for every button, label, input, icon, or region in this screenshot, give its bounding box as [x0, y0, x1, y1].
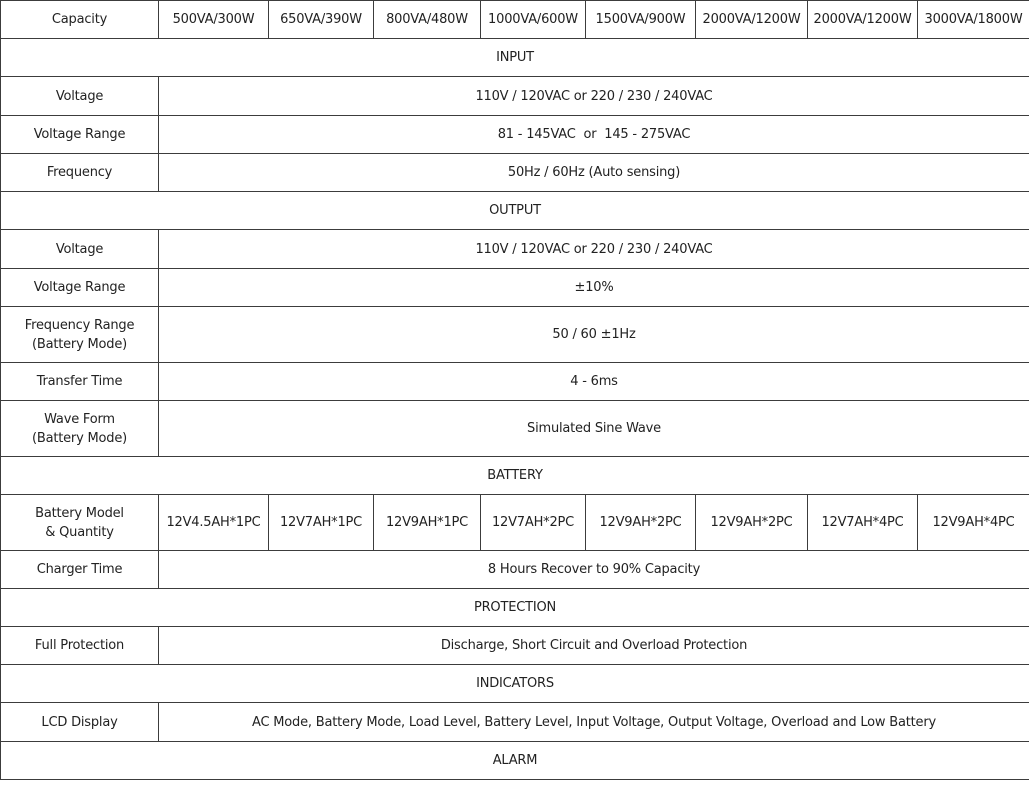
output-wave-form-row	[1, 401, 1029, 457]
input-frequency-label: Frequency	[1, 154, 159, 192]
alarm-section-header: ALARM	[1, 742, 1029, 780]
output-voltage-range-label: Voltage Range	[1, 269, 159, 307]
output-transfer-time-label: Transfer Time	[1, 363, 159, 401]
output-voltage-range-value: ±10%	[159, 269, 1029, 307]
lcd-display-value: AC Mode, Battery Mode, Load Level, Battery Level, Input Voltage, Output Voltage, Overload and Low Battery	[159, 703, 1029, 742]
label-line: (Battery Mode)	[31, 430, 127, 446]
capacity-value: 650VA/390W	[269, 1, 374, 39]
charger-time-value: 8 Hours Recover to 90% Capacity	[159, 551, 1029, 589]
lcd-display-row	[1, 703, 1029, 742]
indicators-section-header: INDICATORS	[1, 665, 1029, 703]
battery-model-label	[1, 495, 159, 551]
label-line: Battery Model	[35, 505, 124, 521]
battery-model-value: 12V9AH*1PC	[374, 495, 481, 551]
input-voltage-range-text: 81 - 145VAC or 145 - 275VAC	[497, 127, 691, 142]
capacity-row	[1, 1, 1029, 39]
output-frequency-range-label	[1, 307, 159, 363]
input-section-header: INPUT	[1, 39, 1029, 77]
input-frequency-row	[1, 154, 1029, 192]
label-line: Frequency Range	[24, 317, 135, 333]
output-voltage-value: 110V / 120VAC or 220 / 230 / 240VAC	[159, 230, 1029, 269]
input-voltage-range-label: Voltage Range	[1, 116, 159, 154]
battery-model-row	[1, 495, 1029, 551]
battery-model-value: 12V7AH*1PC	[269, 495, 374, 551]
capacity-value: 2000VA/1200W	[808, 1, 918, 39]
output-wave-form-label	[1, 401, 159, 457]
capacity-value: 800VA/480W	[374, 1, 481, 39]
battery-model-value: 12V9AH*2PC	[586, 495, 696, 551]
label-line: Wave Form	[44, 411, 115, 427]
battery-section-header: BATTERY	[1, 457, 1029, 495]
indicators-section-row	[1, 665, 1029, 703]
protection-section-header: PROTECTION	[1, 589, 1029, 627]
label-line: & Quantity	[45, 524, 114, 540]
full-protection-value: Discharge, Short Circuit and Overload Protection	[159, 627, 1029, 665]
output-transfer-time-row	[1, 363, 1029, 401]
charger-time-row	[1, 551, 1029, 589]
input-voltage-value: 110V / 120VAC or 220 / 230 / 240VAC	[159, 77, 1029, 116]
input-voltage-row	[1, 77, 1029, 116]
capacity-value: 2000VA/1200W	[696, 1, 808, 39]
label-line: (Battery Mode)	[31, 336, 127, 352]
battery-model-value: 12V7AH*2PC	[481, 495, 586, 551]
input-voltage-range-row	[1, 116, 1029, 154]
output-transfer-time-value: 4 - 6ms	[159, 363, 1029, 401]
capacity-value: 500VA/300W	[159, 1, 269, 39]
output-voltage-label: Voltage	[1, 230, 159, 269]
battery-model-value: 12V9AH*2PC	[696, 495, 808, 551]
alarm-section-row	[1, 742, 1029, 780]
input-section-row	[1, 39, 1029, 77]
output-voltage-row	[1, 230, 1029, 269]
output-frequency-range-value: 50 / 60 ±1Hz	[159, 307, 1029, 363]
input-frequency-value: 50Hz / 60Hz (Auto sensing)	[159, 154, 1029, 192]
capacity-label: Capacity	[1, 1, 159, 39]
capacity-value: 1000VA/600W	[481, 1, 586, 39]
output-section-header: OUTPUT	[1, 192, 1029, 230]
full-protection-label: Full Protection	[1, 627, 159, 665]
battery-model-value: 12V4.5AH*1PC	[159, 495, 269, 551]
input-voltage-range-value	[159, 116, 1029, 154]
output-section-row	[1, 192, 1029, 230]
protection-section-row	[1, 589, 1029, 627]
battery-model-value: 12V7AH*4PC	[808, 495, 918, 551]
charger-time-label: Charger Time	[1, 551, 159, 589]
battery-section-row	[1, 457, 1029, 495]
full-protection-row	[1, 627, 1029, 665]
capacity-value: 3000VA/1800W	[918, 1, 1029, 39]
battery-model-value: 12V9AH*4PC	[918, 495, 1029, 551]
output-frequency-range-row	[1, 307, 1029, 363]
input-voltage-label: Voltage	[1, 77, 159, 116]
output-voltage-range-row	[1, 269, 1029, 307]
capacity-value: 1500VA/900W	[586, 1, 696, 39]
lcd-display-label: LCD Display	[1, 703, 159, 742]
output-wave-form-value: Simulated Sine Wave	[159, 401, 1029, 457]
